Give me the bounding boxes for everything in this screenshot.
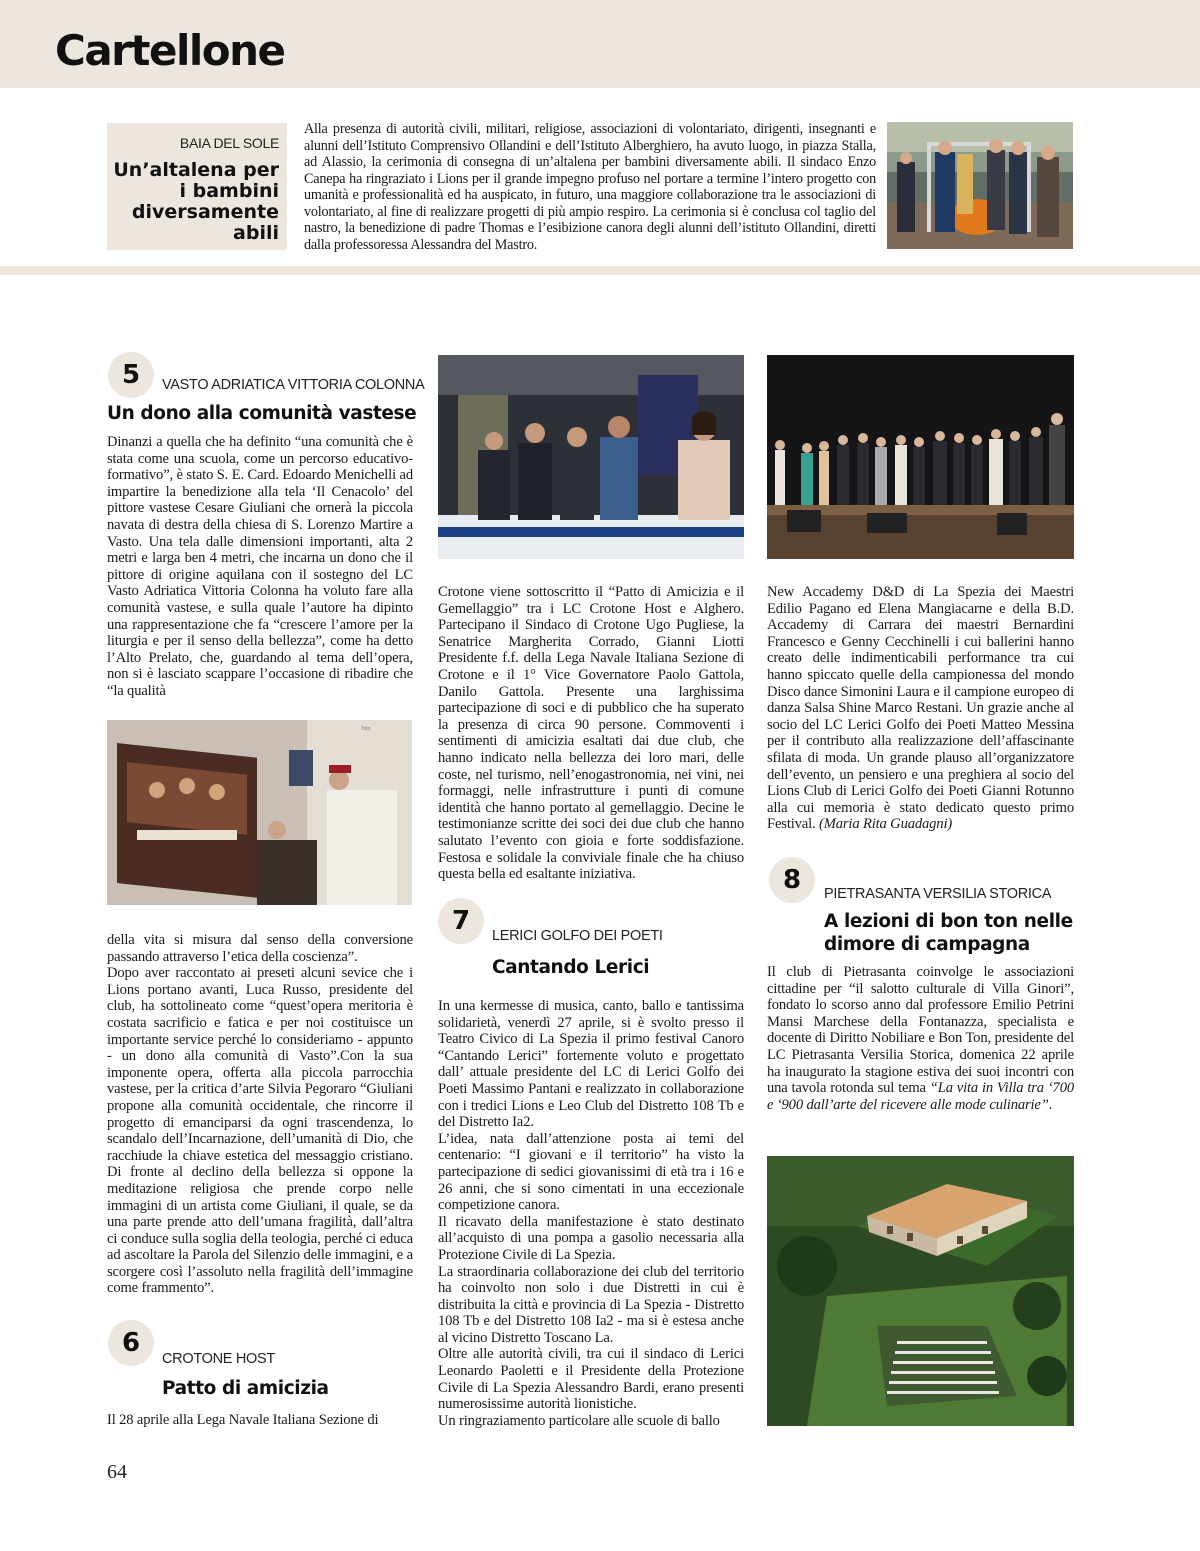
page-number: 64 [107, 1461, 127, 1483]
section-7-text-col3: New Accademy D&D di La Spezia dei Maestri Edilio Pagano ed Elena Mangiacarne e della B.D. Accademy di Carrara dei maestri Bernardini Francesco e Genny Cecchinelli i cui ballerini hanno creato delle indimenticabili performance tra cui hanno spiccato quelle della campionessa del mondo Disco dance Simonini Laura e il campione europeo di danza Salsa Shine Marco Restani. Un grazie anche al socio del LC Lerici Golfo dei Poeti Matteo Messina per il contributo alla realizzazione dell’affascinante sfilata di moda. Un grande plauso all’organizzatore dell’evento, un pensiero e una preghiera al socio del Lions Club di Lerici Golfo dei Poeti Gianni Rotunno alla cui memoria è stato dedicato questo primo Festival. (Maria Rita Guadagni) [767, 584, 1074, 833]
section-7-heading: Cantando Lerici [492, 957, 650, 978]
festival-stage-photo [767, 355, 1074, 559]
villa-aerial-photo [767, 1156, 1074, 1426]
feature-heading: Un’altalena per i bambini diversamente abili [113, 159, 279, 244]
feature-label-box [107, 123, 287, 250]
section-6-number: 6 [108, 1320, 154, 1366]
section-6-text-1: Il 28 aprile alla Lega Navale Italiana Sezione di [107, 1412, 379, 1428]
section-6-heading: Patto di amicizia [162, 1378, 329, 1399]
divider-band [0, 266, 1200, 275]
crotone-ceremony-photo [438, 355, 744, 559]
section-5-body-part2 [107, 932, 413, 1297]
section-7-paragraph-3: Il ricavato della manifestazione è stato destinato all’acquisto di una pompa a gasolio necessaria alla Protezione Civile di La Spezia. [438, 1213, 744, 1263]
svg-text:foto: foto [362, 726, 371, 732]
section-5-heading: Un dono alla comunità vastese [107, 403, 417, 424]
section-7-number: 7 [438, 898, 484, 944]
section-6-body-part1 [107, 1412, 413, 1429]
section-7-byline: (Maria Rita Guadagni) [819, 816, 953, 833]
section-8-heading [824, 910, 1073, 956]
section-7-body-part1 [438, 998, 744, 1429]
section-5-body-part1 [107, 434, 413, 700]
section-7-body-part2 [767, 584, 1074, 833]
section-8-text: Il club di Pietrasanta coinvolge le associazioni cittadine per “il salotto culturale di Villa Ginori”, fondato lo scorso anno dal professore Emilio Petrini Mansi Marchese della Fontanazza, specialista e docente di Diritto Nobiliare e Bon Ton, presidente del LC Pietrasanta Versilia Storica, domenica 22 aprile ha inaugurato la stagione estiva dei suoi incontri con una tavola rotonda sul tema “La vita in Villa tra ‘700 e ‘900 dall’arte del ricevere alle mode culinarie”. [767, 964, 1074, 1113]
section-5-text-3: Dopo aver raccontato ai preseti alcuni sevice che i Lions portano avanti, Luca Russo, presidente del club, ha sottolineato come “quest’opera meritoria è costata sacrificio e fatica e per noi costituisce un importante service perché lo consideriamo - appunto - un dono alla comunità di Vasto”.Con la sua imponente opera, offerta alla piccola parrocchia vastese, per la critica d’arte Silvia Pegoraro “Giuliani propone alla comunità occidentale, che rincorre il progetto di emanciparsi da ogni trascendenza, lo scandalo dell’Incarnazione, dell’umanità di Dio, che racchiude la chiave estetica del messaggio cristiano. Di fronte al declino della bellezza si oppone la meditazione religiosa che prende corpo nelle immagini di un artista come Giuliani, il quale, se da una parte prende atto dell’umana fragilità, dall’altra ci conduce sulla soglia della teologia, perché ci educa ad ascoltare la Parola del Silenzio delle immagini, e a scorgere così l’assoluto nella fragilità dell’immagine come frammento”. [107, 965, 413, 1297]
section-5-tag: VASTO ADRIATICA VITTORIA COLONNA [162, 377, 425, 393]
feature-tag: BAIA DEL SOLE [179, 135, 279, 151]
section-8-heading-line-2: dimore di campagna [824, 934, 1030, 955]
section-8-tag: PIETRASANTA VERSILIA STORICA [824, 886, 1052, 902]
section-7-paragraph-1: In una kermesse di musica, canto, ballo e tantissima solidarietà, venerdì 27 aprile, si è svolto presso il Teatro Civico di La Spezia il primo festival Canoro “Cantando Lerici” fortemente voluto e progettato dall’ attuale presidente del LC di Lerici Golfo dei Poeti Massimo Pantani e realizzato in collaborazione con i tredici Lions e Leo Club del Distretto 108 Tb e del Distretto Ia2. [438, 998, 744, 1131]
feature-text: Alla presenza di autorità civili, militari, religiose, associazioni di volontariato, dirigenti, insegnanti e alunni dell’Istituto Comprensivo Ollandini e dell’Istituto Alberghiero, ha avuto luogo, in piazza Stalla, ad Alassio, la cerimonia di consegna di un’altalena per bambini diversamente abili. Il sindaco Enzo Canepa ha ringraziato i Lions per il grande impegno profuso nel portare a termine l’intero progetto con umanità e professionalità ed ha auspicato, in futuro, una maggiore collaborazione tra le associazioni di volontariato, al fine di realizzare progetti di più ampio respiro. La cerimonia si è conclusa col taglio del nastro, la benedizione di padre Thomas e l’esibizione canora degli alunni dell’istituto Ollandini, diretti dalla professoressa Alessandra del Mastro. [304, 121, 876, 253]
section-7-paragraph-4: La straordinaria collaborazione dei club del territorio ha coinvolto non solo i due Distretti in cui è distribuita la città e provincia di La Spezia - Distretto 108 Tb e del Distretto 108 Ia2 - ma si è estesa anche al vicino Distretto Toscano La. [438, 1263, 744, 1346]
section-8-body [767, 964, 1074, 1113]
cenacolo-painting-photo [107, 720, 412, 905]
section-8-quote: “La vita in Villa tra ‘700 e ‘900 dall’arte del ricevere alle mode culinarie” [767, 1080, 1074, 1113]
section-7-paragraph-6: Un ringraziamento particolare alle scuole di ballo [438, 1412, 720, 1429]
page-title: Cartellone [55, 26, 285, 75]
section-5-text-2: della vita si misura dal senso della conversione passando attraverso l’etica della coscienza”. [107, 932, 413, 965]
section-7-tag: LERICI GOLFO DEI POETI [492, 928, 663, 944]
section-8-number: 8 [769, 857, 815, 903]
swing-ceremony-photo [887, 122, 1073, 249]
section-7-paragraph-2: L’idea, nata dall’attenzione posta ai temi del centenario: “I giovani e il territorio” ha visto la partecipazione di sedici giovanissimi di età tra i 16 e 26 anni, che si sono cimentati in una eccezionale competizione canora. [438, 1130, 744, 1214]
section-6-text-2: Crotone viene sottoscritto il “Patto di Amicizia e il Gemellaggio” tra i LC Crotone Host e Alghero. Partecipano il Sindaco di Crotone Ugo Pugliese, la Senatrice Margherita Corrado, Gianni Liotti Presidente f.f. della Lega Navale Italiana Sezione di Crotone e il 1° Vice Governatore Paolo Gattola, Danilo Gattola. Presente una larghissima partecipazione di soci e di pubblico che ha superato la presenza di circa 90 persone. Commoventi i sentimenti di amicizia esaltati dai due club, che hanno indicato nella bellezza dei loro mari, delle coste, nel turismo, nell’enogastronomia, nei vini, nei formaggi, nelle infrastrutture i punti di comune identità che hanno portato al gemellaggio. Decine le testimonianze scritte dei soci dei due club che hanno salutato l’evento con gioia e forte soddisfazione. Festosa e solidale la conviviale finale che ha chiuso questa bella ed esaltante iniziativa. [438, 584, 744, 883]
section-5-number: 5 [108, 352, 154, 398]
section-7-paragraph-5: Oltre alle autorità civili, tra cui il sindaco di Lerici Leonardo Paoletti e il Presidente della Protezione Civile di La Spezia Alessandro Bardi, erano presenti numerosissime autorità lionistiche. [438, 1346, 744, 1413]
section-5-text-1: Dinanzi a quella che ha definito “una comunità che è stata come una scuola, come un percorso educativo-formativo”, è stato S. E. Card. Edoardo Menichelli ad impartire la benedizione alla tela ‘Il Cenacolo’ del pittore vastese Cesare Giuliani che ornerà la piccola navata di destra della chiesa di S. Lorenzo Martire a Vasto. Una tela dalle dimensioni importanti, alta 2 metri e larga ben 4 metri, che incarna un dono che il pittore di origine aquilana con il sostegno del LC Vasto Adriatica Vittoria Colonna ha voluto fare alla comunità vastese, e sulla quale l’autore ha dipinto una rappresentazione che fa “crescere l’amore per la liturgia e per il senso della bellezza”, come ha detto l’Alto Prelato, che, guardando al tema dell’opera, non si è lasciato scappare l’occasione di ribadire che “la qualità [107, 434, 413, 699]
section-6-tag: CROTONE HOST [162, 1351, 275, 1367]
section-8-heading-line-1: A lezioni di bon ton nelle [824, 911, 1073, 932]
section-6-body-part2 [438, 584, 744, 883]
